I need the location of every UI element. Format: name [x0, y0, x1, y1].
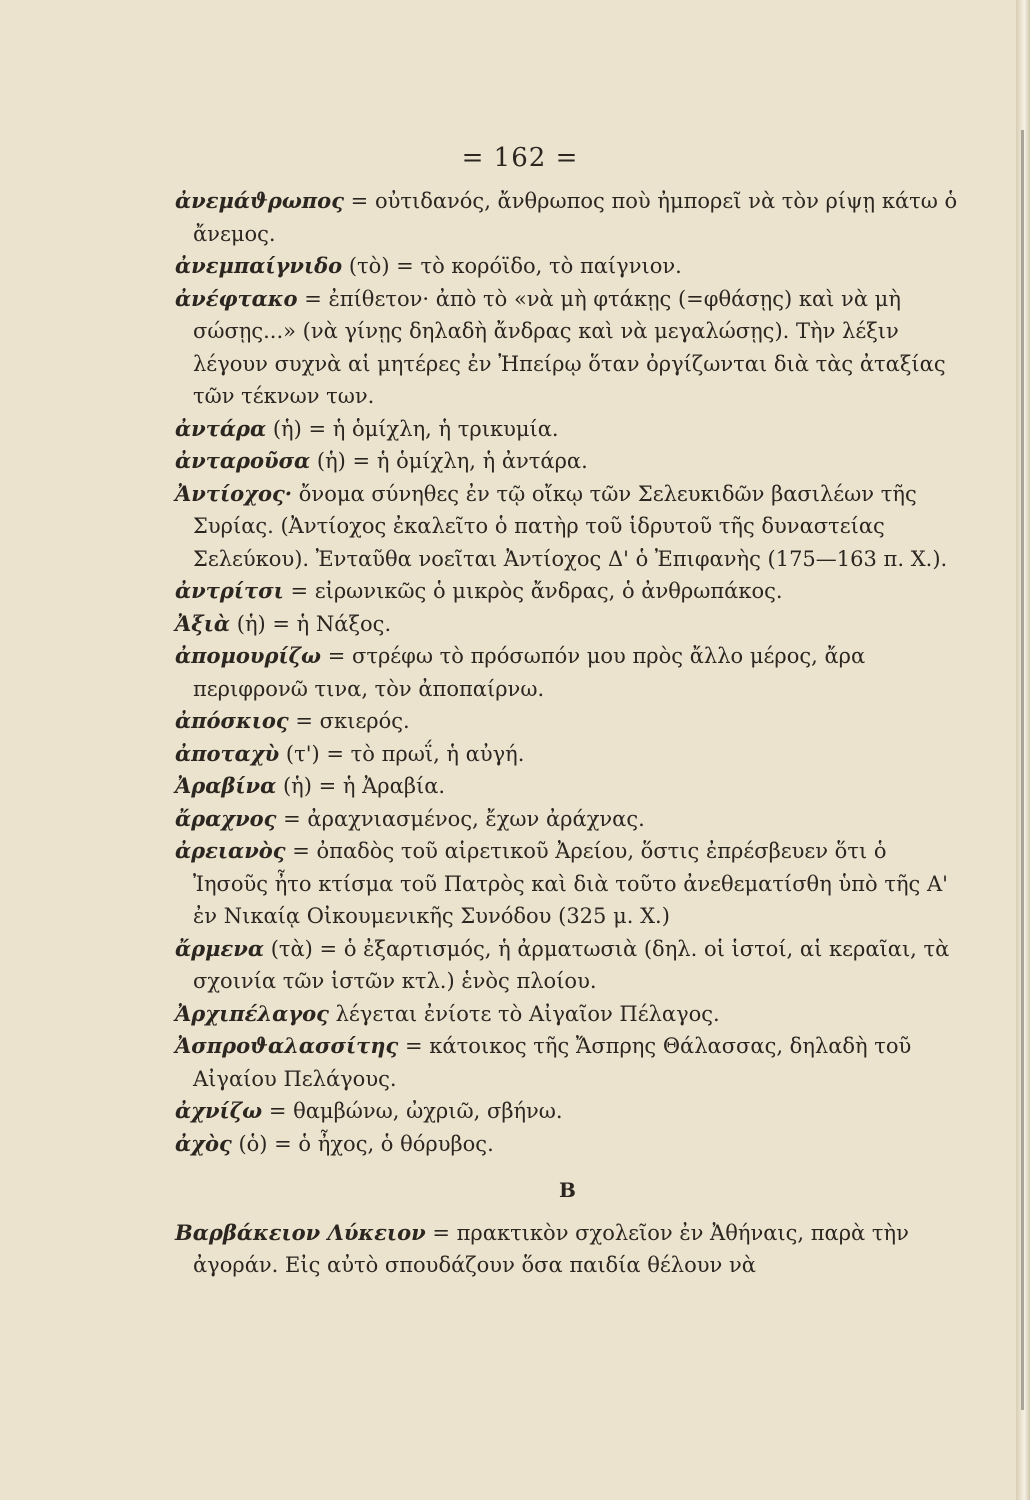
dictionary-entry [175, 413, 960, 446]
headword: ἀρειανὸς [175, 838, 286, 863]
dictionary-entry [175, 1217, 960, 1282]
headword: ἀπόσκιος [175, 708, 289, 733]
definition: ὄνομα σύνηθες ἐν τῷ οἴκῳ τῶν Σελευκιδῶν βασιλέων τῆς Συρίας. (Ἀντίοχος ἐκαλεῖτο ὁ πατὴρ τοῦ ἱδρυτοῦ τῆς δυναστείας Σελεύκου). Ἐνταῦθα νοεῖται Ἀντίοχος Δ' ὁ Ἐπιφανὴς (175—163 π. Χ.). [193, 481, 948, 571]
dictionary-entry [175, 608, 960, 641]
dictionary-entry [175, 1095, 960, 1128]
definition: (ἡ) = ἡ Ἀραβία. [282, 774, 446, 798]
binding-shadow [1021, 130, 1024, 1410]
definition: = ὀπαδὸς τοῦ αἱρετικοῦ Ἀρείου, ὅστις ἐπρέσβευεν ὅτι ὁ Ἰησοῦς ἦτο κτίσμα τοῦ Πατρὸς καὶ διὰ τοῦτο ἀνεθεματίσθη ὑπὸ τῆς Α' ἐν Νικαίᾳ Οἰκουμενικῆς Συνόδου (325 μ. Χ.) [193, 839, 948, 928]
headword: Ἀντίοχος· [175, 480, 293, 506]
headword: ἀντρίτσι [175, 578, 284, 603]
section-letter: B [559, 1178, 576, 1202]
headword: ἄραχνος [175, 805, 277, 831]
headword: ἀνεμπαίγνιδο [175, 253, 343, 278]
dictionary-entry [175, 770, 960, 803]
headword: ἄρμενα [175, 935, 264, 961]
page-number: = 162 = [461, 143, 579, 173]
headword: ἀποταχὺ [175, 740, 280, 766]
dictionary-entry [175, 283, 960, 413]
definition: (τ') = τὸ πρωΐ, ἡ αὐγή. [285, 741, 525, 766]
headword: ἀχὸς [175, 1130, 232, 1156]
definition: λέγεται ἐνίοτε τὸ Αἰγαῖον Πέλαγος. [335, 1001, 720, 1026]
headword: Ἀραβίνα [175, 773, 277, 798]
definition: (ἡ) = ἡ ὁμίχλη, ἡ ἀντάρα. [316, 449, 588, 473]
definition: (ἡ) = ἡ ὁμίχλη, ἡ τρικυμία. [272, 416, 559, 441]
definition: = οὐτιδανός, ἄνθρωπος ποὺ ἠμπορεῖ νὰ τὸν ρίψῃ κάτω ὁ ἄνεμος. [193, 189, 958, 246]
definition: = θαμβώνω, ὠχριῶ, σβήνω. [268, 1099, 563, 1123]
dictionary-entry [175, 478, 960, 576]
headword: ἀνταροῦσα [175, 448, 311, 473]
dictionary-entry [175, 998, 960, 1031]
headword: Ἀρχιπέλαγος [175, 1000, 329, 1026]
dictionary-entry [175, 1030, 960, 1095]
headword: Ἀσπροϑαλασσίτης [175, 1033, 399, 1058]
definition: = πρακτικὸν σχολεῖον ἐν Ἀθήναις, παρὰ τὴν ἀγοράν. Εἰς αὐτὸ σπουδάζουν ὅσα παιδία θέλουν νὰ [193, 1220, 909, 1277]
definition: (ὁ) = ὁ ἦχος, ὁ θόρυβος. [238, 1131, 494, 1156]
definition: = εἰρωνικῶς ὁ μικρὸς ἄνδρας, ὁ ἀνθρωπάκος. [290, 579, 783, 603]
dictionary-entry [175, 705, 960, 738]
definition: = σκιερός. [295, 709, 410, 733]
dictionary-entry [175, 738, 960, 771]
headword: ἀνεμάϑρωπος [175, 188, 344, 213]
dictionary-entry [175, 640, 960, 705]
dictionary-entry [175, 575, 960, 608]
dictionary-entry [175, 185, 960, 250]
dictionary-text [175, 185, 960, 1282]
definition: = ἐπίθετον· ἀπὸ τὸ «νὰ μὴ φτάκῃς (=φθάσῃς) καὶ νὰ μὴ σώσῃς...» (νὰ γίνῃς δηλαδὴ ἄνδρας καὶ νὰ μεγαλώσῃς). Τὴν λέξιν λέγουν συχνὰ αἱ μητέρες ἐν Ἠπείρῳ ὅταν ὀργίζωνται διὰ τὰς ἀταξίας τῶν τέκνων των. [193, 286, 946, 408]
dictionary-entry [175, 1128, 960, 1161]
definition: = ἀραχνιασμένος, ἔχων ἀράχνας. [283, 806, 645, 831]
headword: ἀνέφτακο [175, 285, 298, 311]
definition: (τὰ) = ὁ ἐξαρτισμός, ἡ ἀρματωσιὰ (δηλ. οἱ ἱστοί, αἱ κεραῖαι, τὰ σχοινία τῶν ἱστῶν κτλ.) ἑνὸς πλοίου. [193, 936, 950, 993]
dictionary-entry [175, 445, 960, 478]
headword: ἀπομουρίζω [175, 643, 322, 668]
definition: (τὸ) = τὸ κορόϊδο, τὸ παίγνιον. [348, 254, 682, 278]
headword: Βαρβάκειον Λύκειον [175, 1219, 426, 1245]
headword: ἀντάρα [175, 415, 267, 441]
dictionary-entry [175, 803, 960, 836]
definition: (ἡ) = ἡ Νάξος. [236, 611, 392, 636]
headword: Ἀξιὰ [175, 610, 231, 636]
dictionary-entry [175, 835, 960, 933]
dictionary-entry [175, 250, 960, 283]
definition: = κάτοικος τῆς Ἄσπρης Θάλασσας, δηλαδὴ τοῦ Αἰγαίου Πελάγους. [193, 1034, 912, 1091]
headword: ἀχνίζω [175, 1098, 263, 1123]
definition: = στρέφω τὸ πρόσωπόν μου πρὸς ἄλλο μέρος, ἄρα περιφρονῶ τινα, τὸν ἀποπαίρνω. [193, 644, 866, 701]
dictionary-entry [175, 933, 960, 998]
